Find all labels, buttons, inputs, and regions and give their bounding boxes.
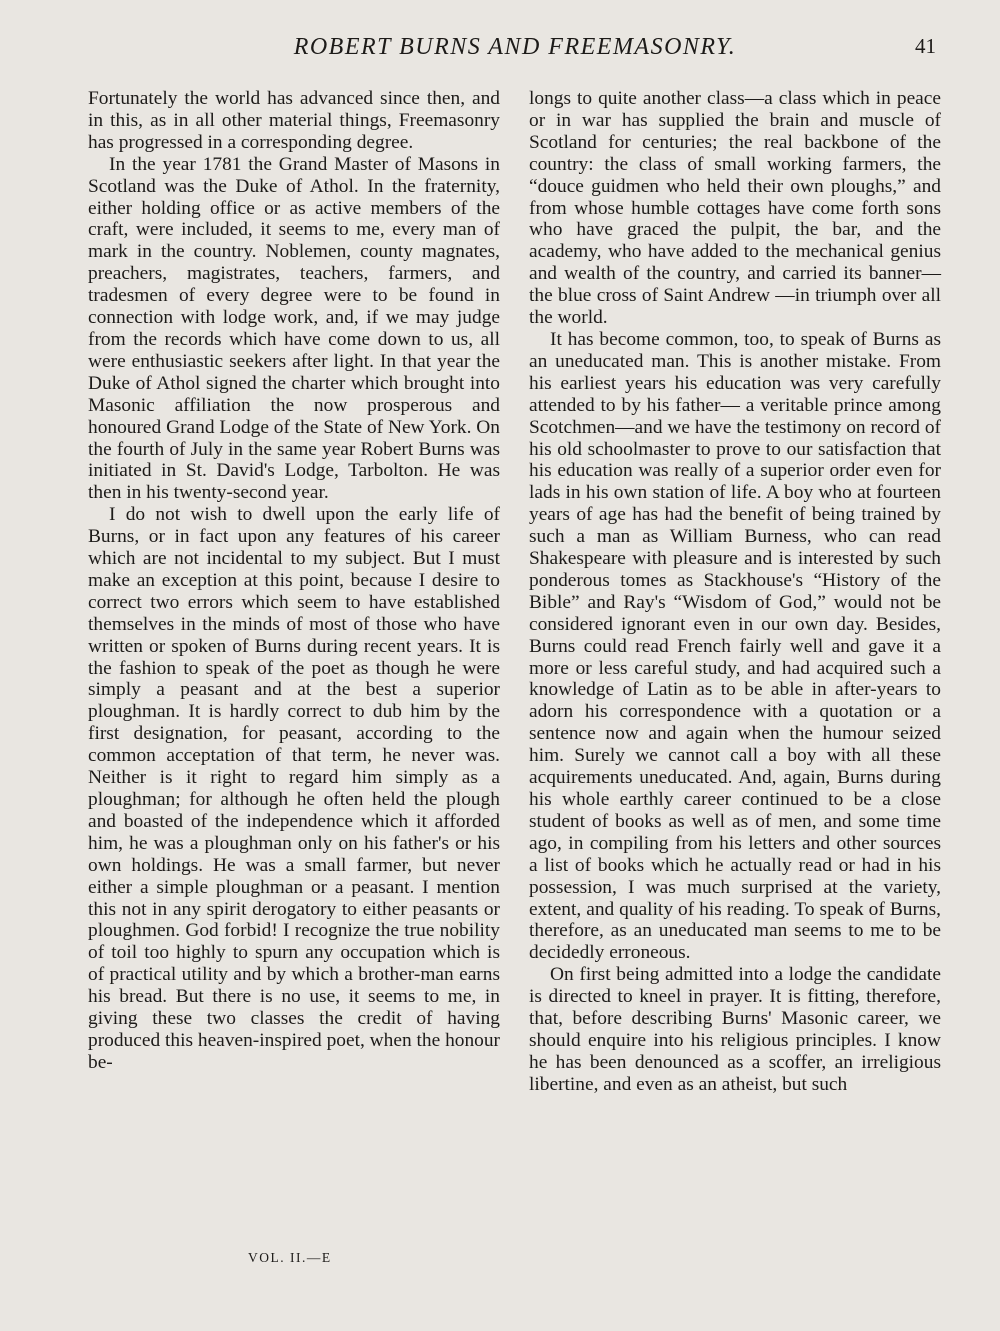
running-title: ROBERT BURNS AND FREEMASONRY. [293,34,737,60]
paragraph: On first being admitted into a lodge the candidate is directed to kneel in prayer. It is fitting, therefore, that, before describing Burns' Masonic career, we should enquire into his religious principles. I know he has been denounced as a scoffer, an irreligious libertine, and even as an atheist, but such [529,964,941,1095]
paragraph: I do not wish to dwell upon the early life of Burns, or in fact upon any features of his career which are not incidental to my subject. But I must make an exception at this point, because I desire to correct two errors which seem to have established themselves in the minds of most of those who have written or spoken of Burns during recent years. It is the fashion to speak of the poet as though he were simply a peasant and at the best a superior ploughman. It is hardly correct to dub him by the first designation, for peasant, according to the common acceptation of that term, he never was. Neither is it right to regard him simply as a ploughman; for although he often held the plough and boasted of the independence which it afforded him, he was a ploughman only on his father's or his own holdings. He was a small farmer, but never either a simple ploughman or a peasant. I mention this not in any spirit derogatory to either peasants or ploughmen. God forbid! I recognize the true nobility of toil too highly to spurn any occupation which is of practical utility and by which a brother-man earns his bread. But there is no use, it seems to me, in giving these two classes the credit of having produced this heaven-inspired poet, when the honour be- [88,504,500,1073]
left-column [88,88,500,1074]
right-column [529,88,941,1096]
signature-mark: VOL. II.—E [248,1250,332,1265]
page-number: 41 [915,34,936,58]
paragraph: longs to quite another class—a class which in peace or in war has supplied the brain and muscle of Scotland for centuries; the real backbone of the country: the class of small working farmers, the “douce guidmen who held their own ploughs,” and from whose humble cottages have come forth sons who have graced the pulpit, the bar, and the academy, who have added to the mechanical genius and wealth of the country, and carried its banner—the blue cross of Saint Andrew —in triumph over all the world. [529,88,941,329]
paragraph: It has become common, too, to speak of Burns as an uneducated man. This is another mistake. From his earliest years his education was very carefully attended to by his father— a veritable prince among Scotchmen—and we have the testimony on record of his old schoolmaster to prove to our satisfaction that his education was really of a superior order even for lads in his own station of life. A boy who at fourteen years of age has had the benefit of being trained by such a man as William Burness, who can read Shakespeare with pleasure and is interested by such ponderous tomes as Stackhouse's “History of the Bible” and Ray's “Wisdom of God,” would not be considered ignorant even in our own day. Besides, Burns could read French fairly well and gave it a more or less careful study, and had acquired such a knowledge of Latin as to be able in after-years to adorn his correspondence with a quotation or a sentence now and again when the humour seized him. Surely we cannot call a boy with all these acquirements uneducated. And, again, Burns during his whole earthly career continued to be a close student of books as well as of men, and some time ago, in compiling from his letters and other sources a list of books which he actually read or had in his possession, I was much surprised at the variety, extent, and quality of his reading. To speak of Burns, therefore, as an uneducated man seems to me to be decidedly erroneous. [529,328,941,964]
paragraph: Fortunately the world has advanced since then, and in this, as in all other material things, Freemasonry has progressed in a corresponding degree. [88,88,500,153]
paragraph: In the year 1781 the Grand Master of Masons in Scotland was the Duke of Athol. In the fraternity, either holding office or as active members of the craft, were included, it seems to me, every man of mark in the country. Noblemen, county magnates, preachers, magistrates, teachers, farmers, and tradesmen of every degree were to be found in connection with lodge work, and, if we may judge from the records which have come down to us, all were enthusiastic seekers after light. In that year the Duke of Athol signed the charter which brought into Masonic affiliation the now prosperous and honoured Grand Lodge of the State of New York. On the fourth of July in the same year Robert Burns was initiated in St. David's Lodge, Tarbolton. He was then in his twenty-second year. [88,153,500,504]
